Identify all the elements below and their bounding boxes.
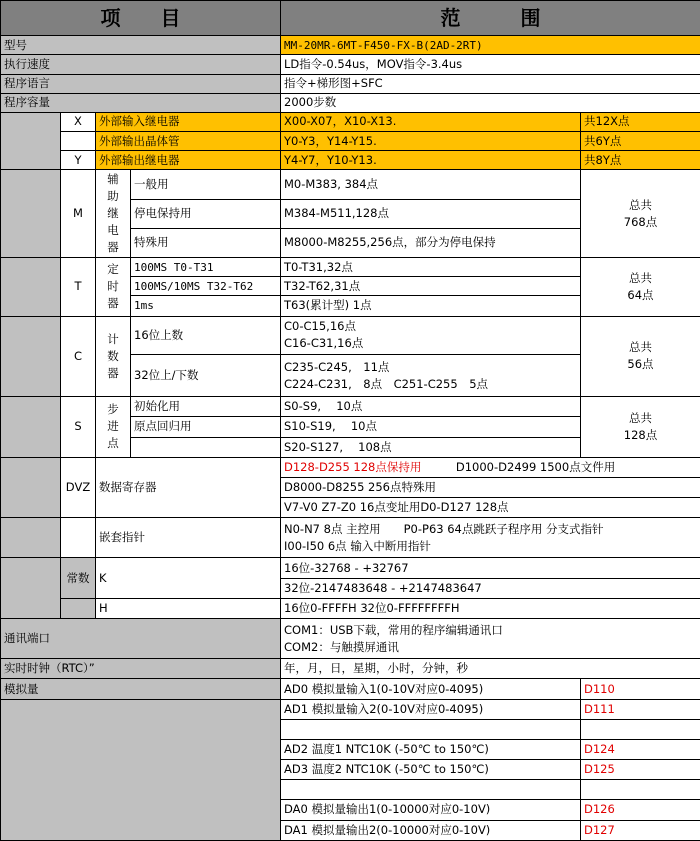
x-name: 外部输入继电器 — [96, 112, 281, 131]
c-row-range-line: C224-C231, 8点 C251-C255 5点 — [284, 376, 489, 391]
t-group-text: 定 时 器 — [107, 262, 119, 311]
analog-reg: D124 — [581, 739, 700, 759]
t-blank — [1, 258, 61, 316]
d-code: DVZ — [61, 457, 96, 517]
y-total: 共8Y点 — [581, 151, 700, 170]
const-k-line: 16位-32768 - +32767 — [281, 558, 700, 578]
s-blank — [1, 397, 61, 457]
capacity-label: 程序容量 — [1, 93, 281, 112]
nest-blank — [1, 518, 61, 558]
header-item: 项 目 — [1, 1, 281, 36]
capacity-value: 2000步数 — [281, 93, 700, 112]
x-total: 共12X点 — [581, 112, 700, 131]
nest-line: I00-I50 6点 输入中断用指针 — [284, 538, 431, 553]
s-group-text: 步 进 点 — [107, 402, 119, 451]
c-total-text: 总共 56点 — [627, 340, 654, 372]
io-blank — [1, 112, 61, 169]
d-line2: D8000-D8255 256点特殊用 — [281, 477, 700, 497]
d-line3: V7-V0 Z7-Z0 16点变址用D0-D127 128点 — [281, 497, 700, 517]
speed-value: LD指令-0.54us，MOV指令-3.4us — [281, 55, 700, 74]
m-group — [96, 170, 131, 258]
s-row-range: S20-S127, 108点 — [281, 437, 581, 457]
c-row-range-line: C235-C245, 11点 — [284, 359, 390, 374]
analog-reg: D127 — [581, 820, 700, 840]
m-row-name: 特殊用 — [131, 228, 281, 257]
t-code: T — [61, 258, 96, 316]
nest-line: N0-N7 8点 主控用 P0-P63 64点跳跃子程序用 分支式指针 — [284, 521, 604, 536]
t-total-text: 总共 64点 — [627, 270, 654, 302]
rtc-label: 实时时钟（RTC）” — [1, 659, 281, 679]
analog-reg — [581, 780, 700, 800]
t-row-name: 1ms — [131, 296, 281, 316]
c-row-name: 32位上/下数 — [131, 354, 281, 396]
analog-text — [281, 780, 581, 800]
m-row-name: 停电保持用 — [131, 199, 281, 228]
t-row-range: T32-T62,31点 — [281, 277, 581, 296]
model-label: 型号 — [1, 36, 281, 55]
model-value: MM-20MR-6MT-F450-FX-B(2AD-2RT) — [281, 36, 700, 55]
c-row-range-line: C16-C31,16点 — [284, 336, 364, 351]
s-group — [96, 397, 131, 457]
t-row-name: 100MS T0-T31 — [131, 258, 281, 277]
comm-line: COM2：与触摸屏通讯 — [284, 639, 399, 654]
m-code: M — [61, 170, 96, 258]
const-group: 常数 — [61, 558, 96, 598]
nest-code — [61, 518, 96, 558]
d-line1-red: D128-D255 128点保持用 — [284, 459, 422, 474]
analog-text: AD0 模拟量输入1(0-10V对应0-4095) — [281, 679, 581, 699]
t-row-range: T0-T31,32点 — [281, 258, 581, 277]
m-group-text: 辅 助 继 电 器 — [107, 172, 119, 255]
x-code: X — [61, 112, 96, 131]
ext-name: 外部输出晶体管 — [96, 132, 281, 151]
y-range: Y4-Y7，Y10-Y13. — [281, 151, 581, 170]
s-total-text: 总共 128点 — [623, 410, 658, 442]
ext-total: 共6Y点 — [581, 132, 700, 151]
analog-text: AD2 温度1 NTC10K (-50℃ to 150℃) — [281, 739, 581, 759]
analog-reg: D126 — [581, 800, 700, 820]
s-code: S — [61, 397, 96, 457]
c-group — [96, 316, 131, 397]
s-row-name: 初始化用 — [131, 397, 281, 417]
language-value: 指令+梯形图+SFC — [281, 74, 700, 93]
analog-reg: D125 — [581, 760, 700, 780]
analog-reg: D110 — [581, 679, 700, 699]
nest-name: 嵌套指针 — [96, 518, 281, 558]
c-group-text: 计 数 器 — [107, 331, 119, 380]
m-row-range: M8000-M8255,256点，部分为停电保持 — [281, 228, 581, 257]
c-row-range-line: C0-C15,16点 — [284, 319, 356, 334]
analog-text: AD3 温度2 NTC10K (-50℃ to 150℃) — [281, 760, 581, 780]
m-total-text: 总共 768点 — [623, 197, 658, 229]
analog-reg — [581, 719, 700, 739]
t-row-name: 100MS/10MS T32-T62 — [131, 277, 281, 296]
const-k-line: 32位-2147483648 - +2147483647 — [281, 578, 700, 598]
analog-text: DA1 模拟量输出2(0-10000对应0-10V) — [281, 820, 581, 840]
language-label: 程序语言 — [1, 74, 281, 93]
ext-range: Y0-Y3，Y14-Y15. — [281, 132, 581, 151]
y-code: Y — [61, 151, 96, 170]
analog-text: DA0 模拟量输出1(0-10000对应0-10V) — [281, 800, 581, 820]
nest-lines — [281, 518, 700, 558]
const-h-blank — [61, 598, 96, 618]
c-row-range — [281, 354, 581, 396]
ext-code — [61, 132, 96, 151]
x-range: X00-X07，X10-X13. — [281, 112, 581, 131]
comm-line: COM1：USB下载，常用的程序编辑通讯口 — [284, 622, 503, 637]
c-row-range — [281, 316, 581, 354]
d-blank — [1, 457, 61, 517]
s-row-name — [131, 437, 281, 457]
analog-reg: D111 — [581, 699, 700, 719]
header-range: 范 围 — [281, 1, 700, 36]
const-h-label: H — [96, 598, 281, 618]
analog-label: 模拟量 — [1, 679, 281, 699]
d-line1-black: D1000-D2499 1500点文件用 — [455, 459, 616, 474]
analog-blank — [1, 699, 281, 840]
c-total — [581, 316, 700, 397]
const-blank — [1, 558, 61, 618]
s-row-range: S0-S9, 10点 — [281, 397, 581, 417]
speed-label: 执行速度 — [1, 55, 281, 74]
analog-text — [281, 719, 581, 739]
m-row-range: M0-M383, 384点 — [281, 170, 581, 199]
m-row-name: 一般用 — [131, 170, 281, 199]
comm-label: 通讯端口 — [1, 618, 281, 658]
t-group — [96, 258, 131, 316]
d-line1 — [281, 457, 700, 477]
analog-text: AD1 模拟量输入2(0-10V对应0-4095) — [281, 699, 581, 719]
s-total — [581, 397, 700, 457]
c-code: C — [61, 316, 96, 397]
c-row-name: 16位上数 — [131, 316, 281, 354]
rtc-value: 年，月，日，星期，小时，分钟，秒 — [281, 659, 700, 679]
const-k-label: K — [96, 558, 281, 598]
y-name: 外部输出继电器 — [96, 151, 281, 170]
c-blank — [1, 316, 61, 397]
t-total — [581, 258, 700, 316]
m-row-range: M384-M511,128点 — [281, 199, 581, 228]
m-total — [581, 170, 700, 258]
s-row-range: S10-S19, 10点 — [281, 417, 581, 437]
d-name: 数据寄存器 — [96, 457, 281, 517]
const-h-line: 16位0-FFFFH 32位0-FFFFFFFFH — [281, 598, 700, 618]
m-blank — [1, 170, 61, 258]
t-row-range: T63(累计型) 1点 — [281, 296, 581, 316]
s-row-name: 原点回归用 — [131, 417, 281, 437]
comm-lines — [281, 618, 700, 658]
